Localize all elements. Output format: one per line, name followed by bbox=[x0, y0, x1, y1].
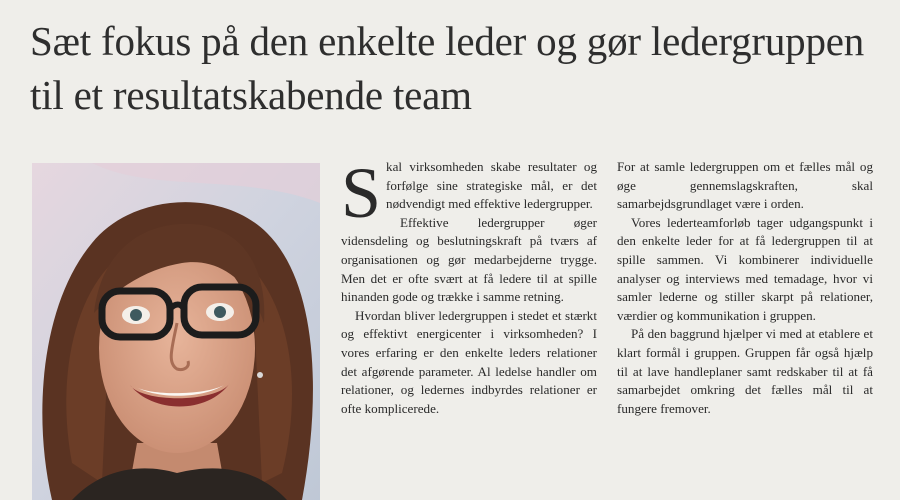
headline bbox=[30, 14, 890, 122]
portrait-illustration bbox=[32, 163, 320, 500]
headline-line-2: til et resultatskabende team bbox=[30, 72, 472, 118]
paragraph-1-text: kal virksomheden skabe resultater og forfølge sine strategiske mål, er det nødvendigt med effektive ledergrupper. bbox=[386, 159, 597, 212]
portrait-photo bbox=[32, 163, 320, 500]
paragraph-5: Vores lederteamforløb tager udgangspunkt i den enkelte leder for at få ledergruppen til at spille sammen. Vi kombinerer individuelle analyser og interviews med temadage, hvor vi samler lederne og stiller skarpt på relationer, værdier og kommunikation i gruppen. bbox=[617, 214, 873, 323]
paragraph-4: For at samle ledergruppen om et fælles mål og øge gennemslagskraften, skal samarbejdsgrundlaget være i orden. bbox=[617, 159, 873, 212]
paragraph-2: Effektive ledergrupper øger vidensdeling og beslutningskraft på tværs af organisationen og gør medarbejderne trygge. Men det er ofte svært at få ledere til at spille hinanden gode og trække i samme retning. bbox=[341, 214, 597, 305]
drop-cap: S bbox=[341, 153, 382, 233]
paragraph-1 bbox=[341, 153, 597, 233]
article-column-2 bbox=[617, 158, 873, 418]
article-column-1 bbox=[341, 153, 597, 418]
paragraph-3: Hvordan bliver ledergruppen i stedet et stærkt og effektivt energicenter i virksomheden? I vores erfaring er den enkelte leders relationer det afgørende parameter. Al ledelse handler om relationer, og ledernes indbyrdes relationer er ofte komplicerede. bbox=[341, 307, 597, 416]
headline-line-1: Sæt fokus på den enkelte leder og gør ledergruppen bbox=[30, 18, 865, 64]
paragraph-6: På den baggrund hjælper vi med at etablere et klart formål i gruppen. Gruppen får også hjælp til at lave handleplaner samt redskaber til at få samarbejdet omkring det fælles mål til at fungere fremover. bbox=[617, 326, 873, 416]
